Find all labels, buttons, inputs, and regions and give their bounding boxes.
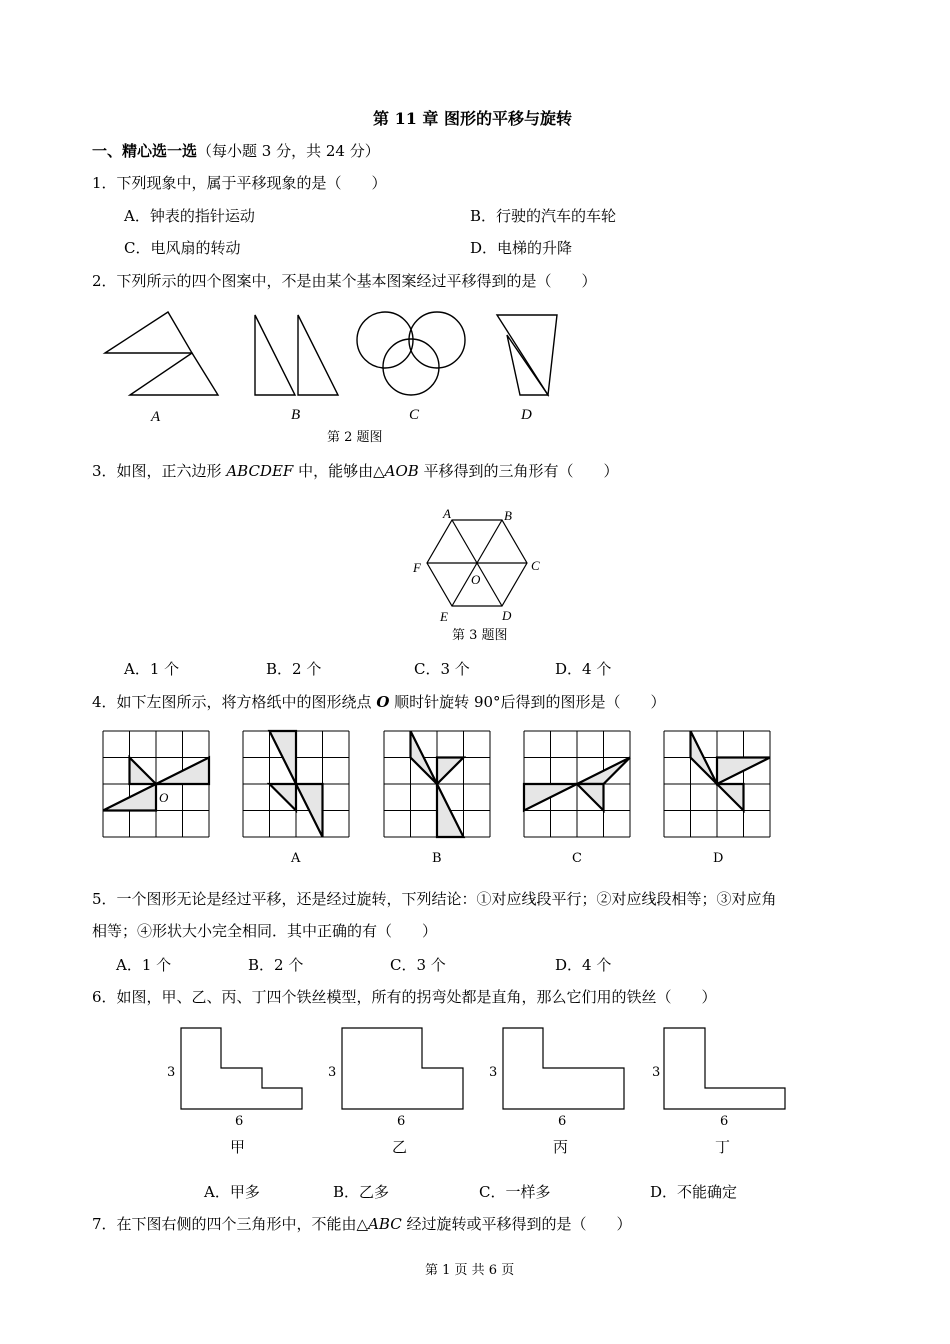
q3-caption: 第 3 题图 — [452, 628, 508, 643]
q4-label-c: C — [572, 851, 582, 866]
q6-shape-bing — [503, 1028, 624, 1109]
q6-option-a: A．甲多 — [204, 1183, 260, 1201]
q3-center-o: O — [471, 572, 481, 587]
question-1-stem: 1．下列现象中，属于平移现象的是（ ） — [92, 174, 387, 192]
q5-option-c: C．3 个 — [390, 956, 446, 974]
q6-option-d: D．不能确定 — [650, 1183, 738, 1201]
q6-jia-width: 6 — [235, 1114, 244, 1129]
q2-label-c: C — [409, 407, 420, 423]
q6-name-ding: 丁 — [715, 1138, 731, 1156]
q1-option-d: D．电梯的升降 — [470, 239, 573, 257]
q6-ding-width: 6 — [720, 1114, 729, 1129]
q6-shape-yi — [342, 1028, 463, 1109]
q6-bing-height: 3 — [489, 1065, 498, 1080]
page-footer: 第 1 页 共 6 页 — [425, 1263, 515, 1278]
q6-name-jia: 甲 — [230, 1138, 246, 1156]
q6-shape-jia — [181, 1028, 302, 1109]
q5-option-b: B．2 个 — [248, 956, 304, 974]
q5-option-d: D．4 个 — [555, 956, 612, 974]
q2-label-b: B — [291, 407, 301, 423]
q6-name-bing: 丙 — [553, 1138, 569, 1156]
q3-option-d: D．4 个 — [555, 660, 612, 678]
q4-stem-post: 顺时针旋转 90°后得到的图形是（ ） — [389, 693, 666, 711]
q3-option-b: B．2 个 — [266, 660, 322, 678]
q3-vertex-e: E — [440, 609, 448, 624]
q6-yi-width: 6 — [397, 1114, 406, 1129]
q2-caption: 第 2 题图 — [327, 430, 383, 445]
question-2-stem: 2．下列所示的四个图案中，不是由某个基本图案经过平移得到的是（ ） — [92, 272, 597, 290]
q6-name-yi: 乙 — [392, 1138, 408, 1156]
q3-vertex-d: D — [502, 608, 512, 623]
q7-stem-triangle: ABC — [368, 1215, 402, 1233]
q3-vertex-a: A — [443, 506, 451, 521]
section-heading-note: （每小题 3 分，共 24 分） — [197, 142, 380, 160]
q6-option-b: B．乙多 — [333, 1183, 390, 1201]
q3-vertex-f: F — [413, 560, 421, 575]
q3-stem-pre: 3．如图，正六边形 — [92, 462, 227, 480]
q6-yi-height: 3 — [328, 1065, 337, 1080]
question-6-stem: 6．如图，甲、乙、丙、丁四个铁丝模型，所有的拐弯处都是直角，那么它们用的铁丝（ ） — [92, 988, 717, 1006]
q1-option-b: B．行驶的汽车的车轮 — [470, 207, 617, 225]
q3-vertex-c: C — [531, 558, 540, 573]
q6-shape-ding — [664, 1028, 785, 1109]
q3-stem-hexagon: ABCDEF — [226, 462, 294, 480]
q2-label-a: A — [151, 409, 161, 425]
q4-point-o: O — [159, 790, 169, 805]
q3-vertex-b: B — [504, 508, 512, 523]
q1-option-c: C．电风扇的转动 — [124, 239, 241, 257]
question-5-line2: 相等；④形状大小完全相同．其中正确的有（ ） — [92, 922, 438, 940]
q6-option-c: C．一样多 — [479, 1183, 551, 1201]
q6-ding-height: 3 — [652, 1065, 661, 1080]
section-heading-label: 一、精心选一选 — [92, 142, 198, 160]
q3-stem-triangle: AOB — [384, 462, 419, 480]
q7-stem-pre: 7．在下图右侧的四个三角形中，不能由△ — [92, 1215, 369, 1233]
question-7-stem — [92, 1213, 632, 1234]
q4-stem-point: O — [376, 693, 390, 711]
q4-label-b: B — [432, 851, 442, 866]
q6-bing-width: 6 — [558, 1114, 567, 1129]
page-title: 第 11 章 图形的平移与旋转 — [373, 109, 572, 128]
q4-stem-pre: 4．如下左图所示，将方格纸中的图形绕点 — [92, 693, 377, 711]
q3-option-a: A．1 个 — [124, 660, 180, 678]
q2-label-d: D — [521, 407, 532, 423]
q3-stem-mid: 中，能够由△ — [293, 462, 385, 480]
q1-option-a: A．钟表的指针运动 — [124, 207, 255, 225]
q4-label-a: A — [291, 851, 301, 866]
q7-stem-post: 经过旋转或平移得到的是（ ） — [401, 1215, 632, 1233]
q3-stem-post: 平移得到的三角形有（ ） — [418, 462, 619, 480]
q3-option-c: C．3 个 — [414, 660, 470, 678]
q6-jia-height: 3 — [167, 1065, 176, 1080]
question-5-line1: 5．一个图形无论是经过平移，还是经过旋转，下列结论：①对应线段平行；②对应线段相等；③对应角 — [92, 890, 777, 908]
q4-label-d: D — [713, 851, 724, 866]
q5-option-a: A．1 个 — [116, 956, 172, 974]
